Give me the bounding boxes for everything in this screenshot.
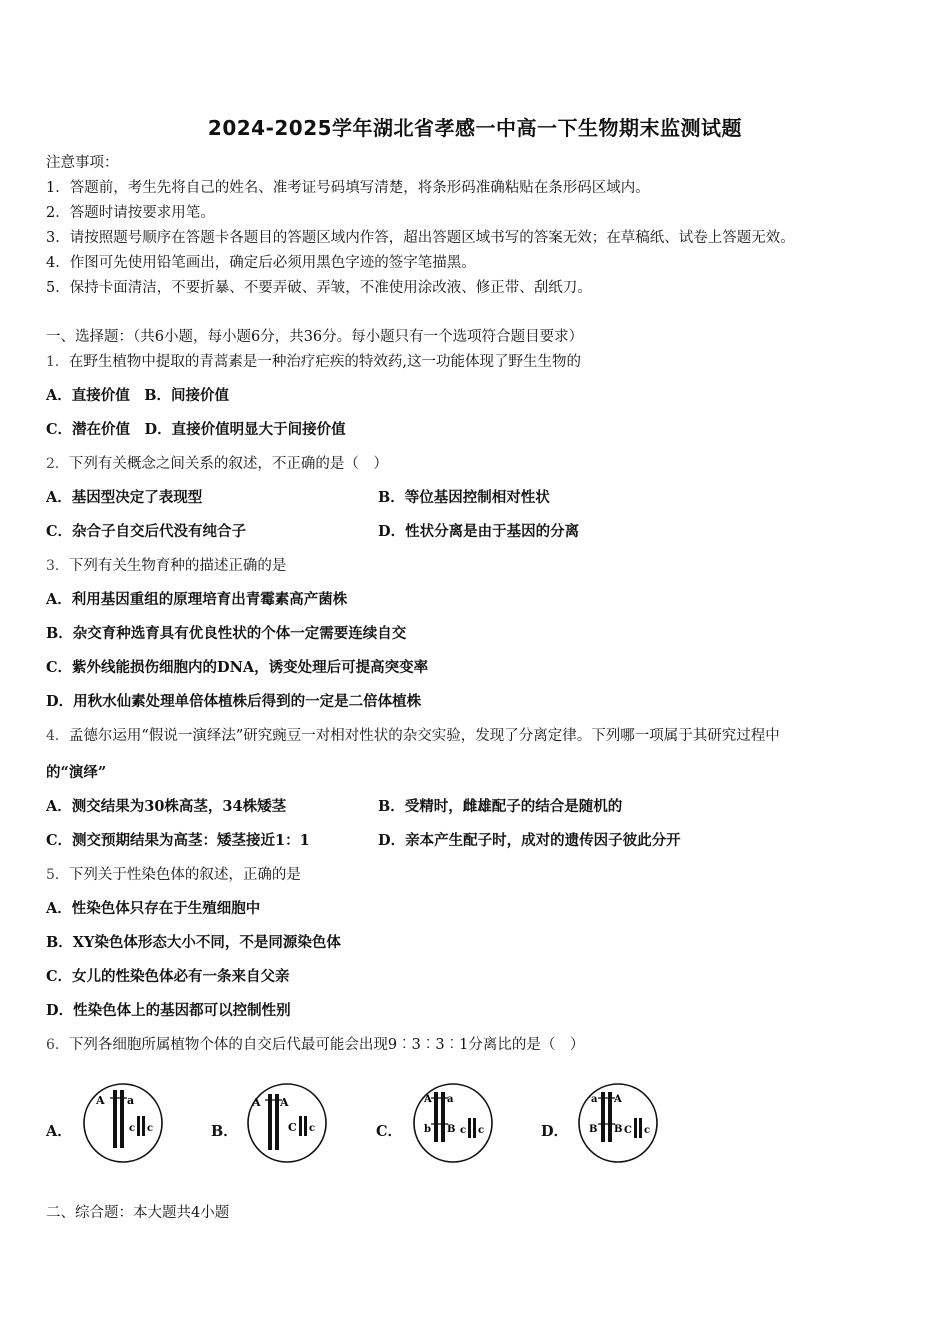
q6-figure-c-label: C． [376,1123,403,1140]
q6-figure-a-label: A． [46,1123,72,1140]
gene-label-left: a [591,1094,598,1105]
gene-label-c2: c [147,1123,154,1134]
notice-item: 1．答题前，考生先将自己的姓名、准考证号码填写清楚，将条形码准确粘贴在条形码区域内。 [46,180,650,196]
q1-options-ab: A．直接价值 B．间接价值 [46,387,230,404]
page-title: 2024-2025学年湖北省孝感一中高一下生物期末监测试题 [207,116,743,140]
question-stem: 下列关于性染色体的叙述，正确的是 [68,867,301,883]
question-number: 5． [46,867,69,883]
q2-option-d: D．性状分离是由于基因的分离 [378,523,580,540]
question-number: 2． [46,456,69,472]
gene-label-b1: B [589,1124,598,1135]
gene-label-c2: c [478,1125,485,1136]
gene-label-b2: B [614,1124,623,1135]
notice-item: 5．保持卡面清洁，不要折暴、不要弄破、弄皱，不准使用涂改液、修正带、刮纸刀。 [46,280,592,296]
question-4-stem-cont: 的“演绎” [46,764,107,781]
cell-diagram-b [244,1080,330,1166]
q2-options-row2 [46,522,746,542]
gene-label-c1: c [460,1125,467,1136]
gene-label-b1: b [424,1124,431,1135]
question-1 [46,352,581,372]
question-stem: 在野生植物中提取的青蒿素是一种治疗疟疾的特效药,这一功能体现了野生生物的 [68,354,582,370]
gene-label-left: A [252,1096,261,1109]
q2-option-a: A．基因型决定了表现型 [46,489,203,506]
gene-label-c1: C [288,1121,297,1134]
question-3 [46,556,286,576]
question-number: 4． [46,728,69,744]
gene-label-left: A [96,1094,105,1107]
cell-diagram-c [410,1080,496,1166]
section2-heading: 二、综合题：本大题共4小题 [46,1205,230,1221]
q2-option-c: C．杂合子自交后代没有纯合子 [46,523,247,540]
question-stem: 下列有关概念之间关系的叙述，不正确的是（ ） [68,456,388,472]
q4-option-b: B．受精时，雌雄配子的结合是随机的 [378,798,623,815]
q4-option-c: C．测交预期结果为高茎：矮茎接近1：1 [46,832,310,849]
q5-option-a: A．性染色体只存在于生殖细胞中 [46,900,261,917]
gene-label-right: A [614,1094,622,1105]
question-number: 1． [46,354,69,370]
notice-item: 3．请按照题号顺序在答题卡各题目的答题区域内作答，超出答题区域书写的答案无效；在草稿纸、试卷上答题无效。 [46,230,795,246]
gene-label-c1: c [129,1123,136,1134]
q6-figure-d-label: D． [541,1123,569,1140]
question-stem: 孟德尔运用“假说一演绎法”研究豌豆一对相对性状的杂交实验，发现了分离定律。下列哪一项属于其研究过程中 [68,728,780,744]
question-6 [46,1035,584,1055]
question-2 [46,454,388,474]
question-number: 6． [46,1037,69,1053]
notice-item: 4．作图可先使用铅笔画出，确定后必须用黑色字迹的签字笔描黑。 [46,255,476,271]
gene-label-b2: B [447,1124,456,1135]
q4-options-row2 [46,831,746,851]
question-number: 3． [46,558,69,574]
q4-option-d: D．亲本产生配子时，成对的遗传因子彼此分开 [378,832,681,849]
cell-diagram-d [575,1080,661,1166]
gene-label-c1: C [624,1125,632,1136]
q1-options-cd: C．潜在价值 D．直接价值明显大于间接价值 [46,421,346,438]
q4-option-a: A．测交结果为30株高茎，34株矮茎 [46,798,287,815]
section1-heading: 一、选择题：（共6小题，每小题6分，共36分。每小题只有一个选项符合题目要求） [46,329,584,345]
gene-label-right: a [447,1094,454,1105]
question-stem: 下列有关生物育种的描述正确的是 [68,558,287,574]
q6-figures [0,1080,950,1170]
notice-heading: 注意事项： [46,155,119,171]
q4-options-row1 [46,797,746,817]
q5-option-d: D．性染色体上的基因都可以控制性别 [46,1002,291,1019]
q2-options-row1 [46,488,746,508]
q3-option-d: D．用秋水仙素处理单倍体植株后得到的一定是二倍体植株 [46,693,422,710]
q3-option-a: A．利用基因重组的原理培育出青霉素高产菌株 [46,591,348,608]
gene-label-c2: c [644,1125,651,1136]
q5-option-c: C．女儿的性染色体必有一条来自父亲 [46,968,290,985]
notice-item: 2．答题时请按要求用笔。 [46,205,215,221]
q6-figure-b-label: B． [211,1123,238,1140]
gene-label-right: a [127,1094,135,1107]
gene-label-right: A [280,1096,289,1109]
question-4 [46,726,780,746]
q2-option-b: B．等位基因控制相对性状 [378,489,550,506]
q5-option-b: B．XY染色体形态大小不同，不是同源染色体 [46,934,341,951]
q3-option-b: B．杂交育种选育具有优良性状的个体一定需要连续自交 [46,625,407,642]
question-stem: 下列各细胞所属植物个体的自交后代最可能会出现9︰3︰3︰1分离比的是（ ） [68,1037,585,1053]
gene-label-c2: c [309,1123,316,1134]
question-5 [46,865,301,885]
gene-label-left: A [424,1094,432,1105]
cell-diagram-a [80,1080,166,1166]
q3-option-c: C．紫外线能损伤细胞内的DNA，诱变处理后可提高突变率 [46,659,429,676]
